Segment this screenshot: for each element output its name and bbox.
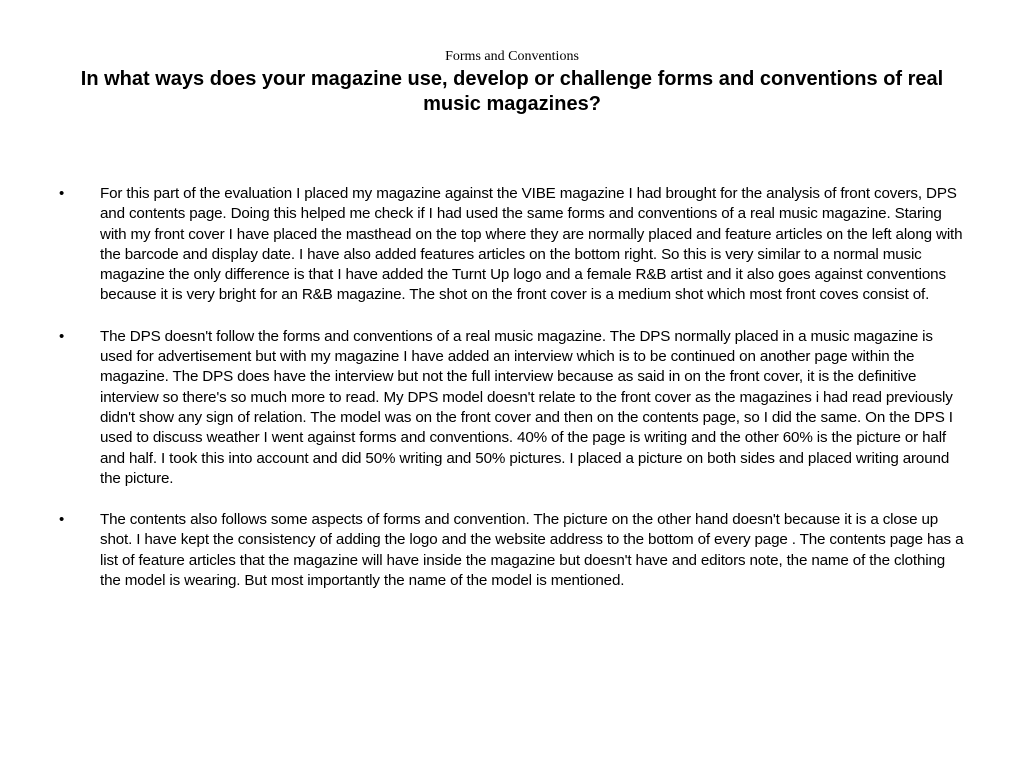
bullet-list bbox=[56, 184, 966, 612]
bullet-dot-icon: • bbox=[59, 511, 65, 529]
bullet-text-contents: The contents also follows some aspects of forms and convention. The picture on the other hand doesn't because it is a close up shot. I have kept the consistency of adding the logo and the website address to the bottom of every page . The contents page has a list of feature articles that the magazine will have inside the magazine but doesn't have and editors note, the name of the clothing the model is wearing. But most importantly the name of the model is mentioned. bbox=[100, 511, 964, 590]
bullet-text-dps: The DPS doesn't follow the forms and conventions of a real music magazine. The DPS normally placed in a music magazine is used for advertisement but with my magazine I have added an interview which is to be continued on another page within the magazine. The DPS does have the interview but not the full interview because as said in on the front cover, it is the definitive interview so there's so much more to read. My DPS model doesn't relate to the front cover as the magazines i had read previously didn't show any sign of relation. The model was on the front cover and then on the contents page, so I did the same. On the DPS I used to discuss weather I went against forms and conventions. 40% of the page is writing and the other 60% is the picture or half and half. I took this into account and did 50% writing and 50% pictures. I placed a picture on both sides and placed writing around the picture. bbox=[100, 327, 953, 487]
slide-title: In what ways does your magazine use, develop or challenge forms and conventions of real music magazines? bbox=[80, 68, 944, 115]
bullet-dot-icon: • bbox=[59, 185, 65, 202]
bullet-item-contents bbox=[56, 510, 966, 591]
slide-header bbox=[60, 48, 964, 117]
bullet-item-dps bbox=[56, 327, 966, 489]
slide-subtitle: Forms and Conventions bbox=[445, 49, 579, 64]
bullet-text-front-cover: For this part of the evaluation I placed my magazine against the VIBE magazine I had brought for the analysis of front covers, DPS and contents page. Doing this helped me check if I had used the same forms and conventions of a real music magazine. Staring with my front cover I have placed the masthead on the top where they are normally placed and feature articles on the left along with the barcode and display date. I have also added features articles on the bottom right. So this is very similar to a normal music magazine the only difference is that I have added the Turnt Up logo and a female R&B artist and it also goes against conventions because it is very bright for an R&B magazine. The shot on the front cover is a medium shot which most front coves consist of. bbox=[100, 185, 963, 304]
bullet-item-front-cover bbox=[56, 184, 966, 306]
bullet-dot-icon: • bbox=[59, 327, 65, 345]
